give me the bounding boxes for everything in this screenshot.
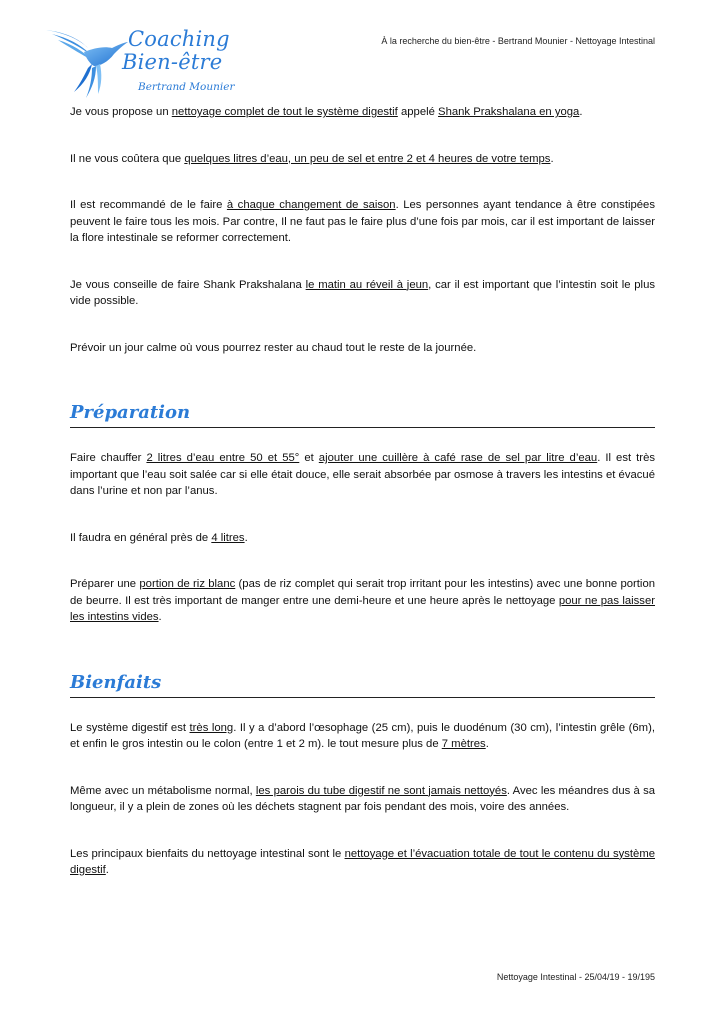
paragraph-text: . Il est très important que l’eau soit salée car si elle était douce, elle serait absorbée par osmose à travers les intestins et évacué dans l’urine et non par l’anus. [70,452,655,497]
paragraph-text: Préparer une [70,578,140,590]
hummingbird-icon [44,24,128,100]
paragraph-text: Les principaux bienfaits du nettoyage intestinal sont le [70,847,345,860]
section-heading-bienfaits: Bienfaits [70,672,655,698]
section-bienfaits [70,672,655,879]
paragraph-text: . Les personnes ayant tendance à être constipées peuvent le faire tous les mois. Par contre, Il ne faut pas le faire plus d’une fois par mois, car il est important de laisser la flore intestinale se reformer correctement. [70,199,655,244]
underlined-text: 2 litres d’eau entre 50 et 55° [146,452,300,464]
underlined-text: le matin au réveil à jeun [305,278,429,291]
section-preparation [70,402,655,626]
underlined-text: à chaque changement de saison [226,199,396,211]
logo-title-line2: Bien-être [122,50,223,74]
logo-subtitle: Bertrand Mounier [138,81,235,93]
underlined-text: portion de riz blanc [139,578,236,590]
paragraph [70,197,655,247]
preparation-paragraphs [70,450,655,626]
paragraph [70,340,655,357]
paragraph-text: Il est recommandé de le faire [70,199,227,211]
paragraph-text: Il faudra en général près de [70,531,212,544]
logo-title [122,27,230,74]
paragraph-text: . [244,531,248,544]
paragraph-text: Il ne vous coûtera que [70,152,185,165]
paragraph-text: . [550,152,554,165]
underlined-text: 4 litres [211,531,245,544]
paragraph-text: , car il est important que l’intestin soit le plus vide possible. [70,278,655,307]
paragraph-text: . [105,864,109,876]
paragraph [70,530,655,547]
paragraph [70,277,655,310]
underlined-text: quelques litres d’eau, un peu de sel et entre 2 et 4 heures de votre temps [184,152,551,165]
section-heading-preparation: Préparation [70,402,655,428]
logo-title-line1: Coaching [128,27,230,51]
paragraph-text: Je vous propose un [70,106,172,118]
logo [44,24,244,104]
paragraph [70,450,655,500]
paragraph [70,151,655,168]
paragraph-text: . [485,738,489,750]
paragraph [70,576,655,626]
underlined-text: nettoyage et l’évacuation totale de tout le contenu du système digestif [70,847,656,876]
paragraph-text: . Il y a d’abord l’œsophage (25 cm), puis le duodénum (30 cm), l’intestin grêle (6m), et enfin le gros intestin ou le colon (entre 1 et 2 m). le tout mesure plus de [70,721,655,750]
paragraph-text: et [299,452,319,464]
underlined-text: ajouter une cuillère à café rase de sel par litre d’eau [318,452,598,464]
paragraph [70,783,655,816]
paragraph-text: . [158,611,162,623]
paragraph-text: . Avec les méandres dus à sa longueur, il y a plein de zones où les déchets stagnent par fois pendant des mois, voire des années. [70,784,656,813]
paragraph-text: Prévoir un jour calme où vous pourrez rester au chaud tout le reste de la journée. [70,341,477,354]
underlined-text: nettoyage complet de tout le système digestif [171,106,398,118]
intro-section [70,104,655,356]
paragraph-text: Faire chauffer [70,452,147,464]
underlined-text: pour ne pas laisser les intestins vides [70,594,655,623]
paragraph-text: appelé [397,106,439,118]
paragraph-text: Même avec un métabolisme normal, [70,784,256,797]
paragraph [70,104,655,121]
underlined-text: Shank Prakshalana en yoga [438,106,580,118]
paragraph-text: Le système digestif est [70,721,190,734]
underlined-text: très long [189,721,234,734]
underlined-text: les parois du tube digestif ne sont jamais nettoyés [255,784,507,797]
document-body [70,96,655,879]
paragraph [70,720,655,753]
underlined-text: 7 mètres [441,738,486,750]
paragraph-text: . [579,106,583,118]
page-header: À la recherche du bien-être - Bertrand Mounier - Nettoyage Intestinal [381,36,655,46]
paragraph-text: (pas de riz complet qui serait trop irritant pour les intestins) avec une bonne portion de beurre. Il est très important de manger entre une demi-heure et une heure après le nettoyage [70,578,656,607]
paragraph-text: Je vous conseille de faire Shank Prakshalana [70,278,306,291]
paragraph [70,846,655,879]
page-footer: Nettoyage Intestinal - 25/04/19 - 19/195 [496,972,655,982]
bienfaits-paragraphs [70,720,655,879]
